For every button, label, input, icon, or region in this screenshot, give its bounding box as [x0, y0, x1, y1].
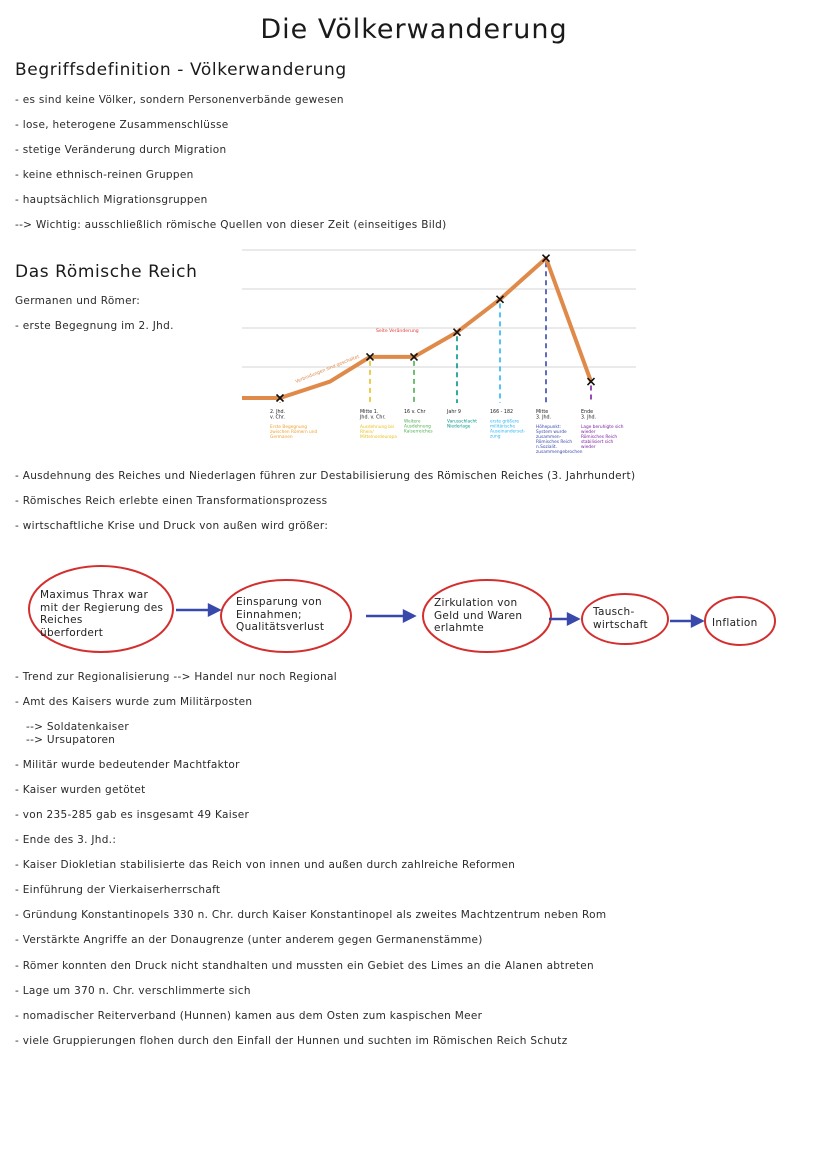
page-title: Die Völkerwanderung — [260, 14, 568, 45]
note-line: - Militär wurde bedeutender Machtfaktor — [15, 759, 240, 771]
data-label: Erste Begegnung zwischen Römern und Germanen — [270, 425, 318, 440]
definition-line: - lose, heterogene Zusammenschlüsse — [15, 119, 229, 131]
note-line: - von 235-285 gab es insgesamt 49 Kaiser — [15, 809, 250, 821]
definition-line: - es sind keine Völker, sondern Personenverbände gewesen — [15, 94, 344, 106]
data-label: Höhepunkt: System wurde zusammen-Römisches Reich n.Sozialit. zusammengebrochen — [536, 425, 583, 455]
data-label: Varusschlacht Niederlage — [447, 419, 477, 430]
note-line: - viele Gruppierungen flohen durch den Einfall der Hunnen und suchten im Römischen Reich Schutz — [15, 1035, 568, 1047]
note-line: - Amt des Kaisers wurde zum Militärposten — [15, 696, 253, 708]
definition-line: - keine ethnisch-reinen Gruppen — [15, 169, 194, 181]
section-heading-roman-empire: Das Römische Reich — [15, 262, 198, 282]
definition-line: - hauptsächlich Migrationsgruppen — [15, 194, 208, 206]
flow-text-tauschwirtschaft: Tausch- wirtschaft — [593, 606, 648, 631]
definition-line: - stetige Veränderung durch Migration — [15, 144, 227, 156]
note-line: - Verstärkte Angriffe an der Donaugrenze (unter anderem gegen Germanenstämme) — [15, 934, 483, 946]
crisis-line: - wirtschaftliche Krise und Druck von außen wird größer: — [15, 520, 329, 532]
note-line: - Einführung der Vierkaiserherrschaft — [15, 884, 221, 896]
annotation-label: Seite Veränderung — [376, 329, 419, 334]
flow-text-inflation: Inflation — [712, 617, 758, 629]
tick-label: Ende 3. Jhd. — [581, 410, 597, 421]
note-line: - Kaiser wurden getötet — [15, 784, 146, 796]
transformation-line: - Römisches Reich erlebte einen Transformationsprozess — [15, 495, 328, 507]
note-line: - Trend zur Regionalisierung --> Handel nur noch Regional — [15, 671, 337, 683]
data-label: Lage beruhigte sich wieder Römisches Reich stabilisiert sich wieder — [581, 425, 624, 450]
flow-text-einsparung: Einsparung von Einnahmen; Qualitätsverlust — [236, 596, 325, 633]
first-encounter-line: - erste Begegnung im 2. Jhd. — [15, 320, 174, 332]
note-line: - nomadischer Reiterverband (Hunnen) kamen aus dem Osten zum kaspischen Meer — [15, 1010, 483, 1022]
tick-label: 16 v. Chr — [404, 410, 426, 415]
note-line: - Kaiser Diokletian stabilisierte das Reich von innen und außen durch zahlreiche Reformen — [15, 859, 516, 871]
note-subline: --> Soldatenkaiser — [26, 721, 129, 733]
section-heading-definition: Begriffsdefinition - Völkerwanderung — [15, 60, 347, 80]
annotation-label: Verbindungen sind geschaltet — [294, 354, 361, 385]
note-line: - Römer konnten den Druck nicht standhalten und mussten ein Gebiet des Limes an die Alanen abtreten — [15, 960, 594, 972]
subheading-germanen-roemer: Germanen und Römer: — [15, 295, 141, 307]
note-line: - Ende des 3. Jhd.: — [15, 834, 117, 846]
tick-label: 166 - 182 — [490, 410, 514, 415]
empire-expansion-chart — [0, 0, 828, 460]
data-label: Weitere Ausdehnung Kaiserreiches — [404, 419, 433, 435]
destabilization-line: - Ausdehnung des Reiches und Niederlagen führen zur Destabilisierung des Römischen Reiches (3. Jahrhundert) — [15, 470, 636, 482]
flow-text-zirkulation: Zirkulation von Geld und Waren erlahmte — [434, 597, 523, 634]
tick-label: Mitte 1. Jhd. v. Chr. — [360, 410, 386, 421]
tick-label: Mitte 3. Jhd. — [536, 410, 552, 421]
definition-important-note: --> Wichtig: ausschließlich römische Quellen von dieser Zeit (einseitiges Bild) — [15, 219, 447, 231]
tick-label: 2. Jhd. v. Chr. — [270, 410, 286, 421]
tick-label: Jahr 9 — [447, 410, 461, 415]
note-line: - Gründung Konstantinopels 330 n. Chr. durch Kaiser Konstantinopel als zweites Machtzentrum neben Rom — [15, 909, 607, 921]
data-label: Ausdehnung bis Rhein/ Mittelnordeuropa — [360, 425, 397, 440]
note-subline: --> Ursupatoren — [26, 734, 116, 746]
data-label: erste größere militärische Auseinanderset-zung — [490, 419, 526, 440]
flow-text-maximus-thrax: Maximus Thrax war mit der Regierung des Reiches überfordert — [40, 589, 164, 639]
note-line: - Lage um 370 n. Chr. verschlimmerte sich — [15, 985, 251, 997]
